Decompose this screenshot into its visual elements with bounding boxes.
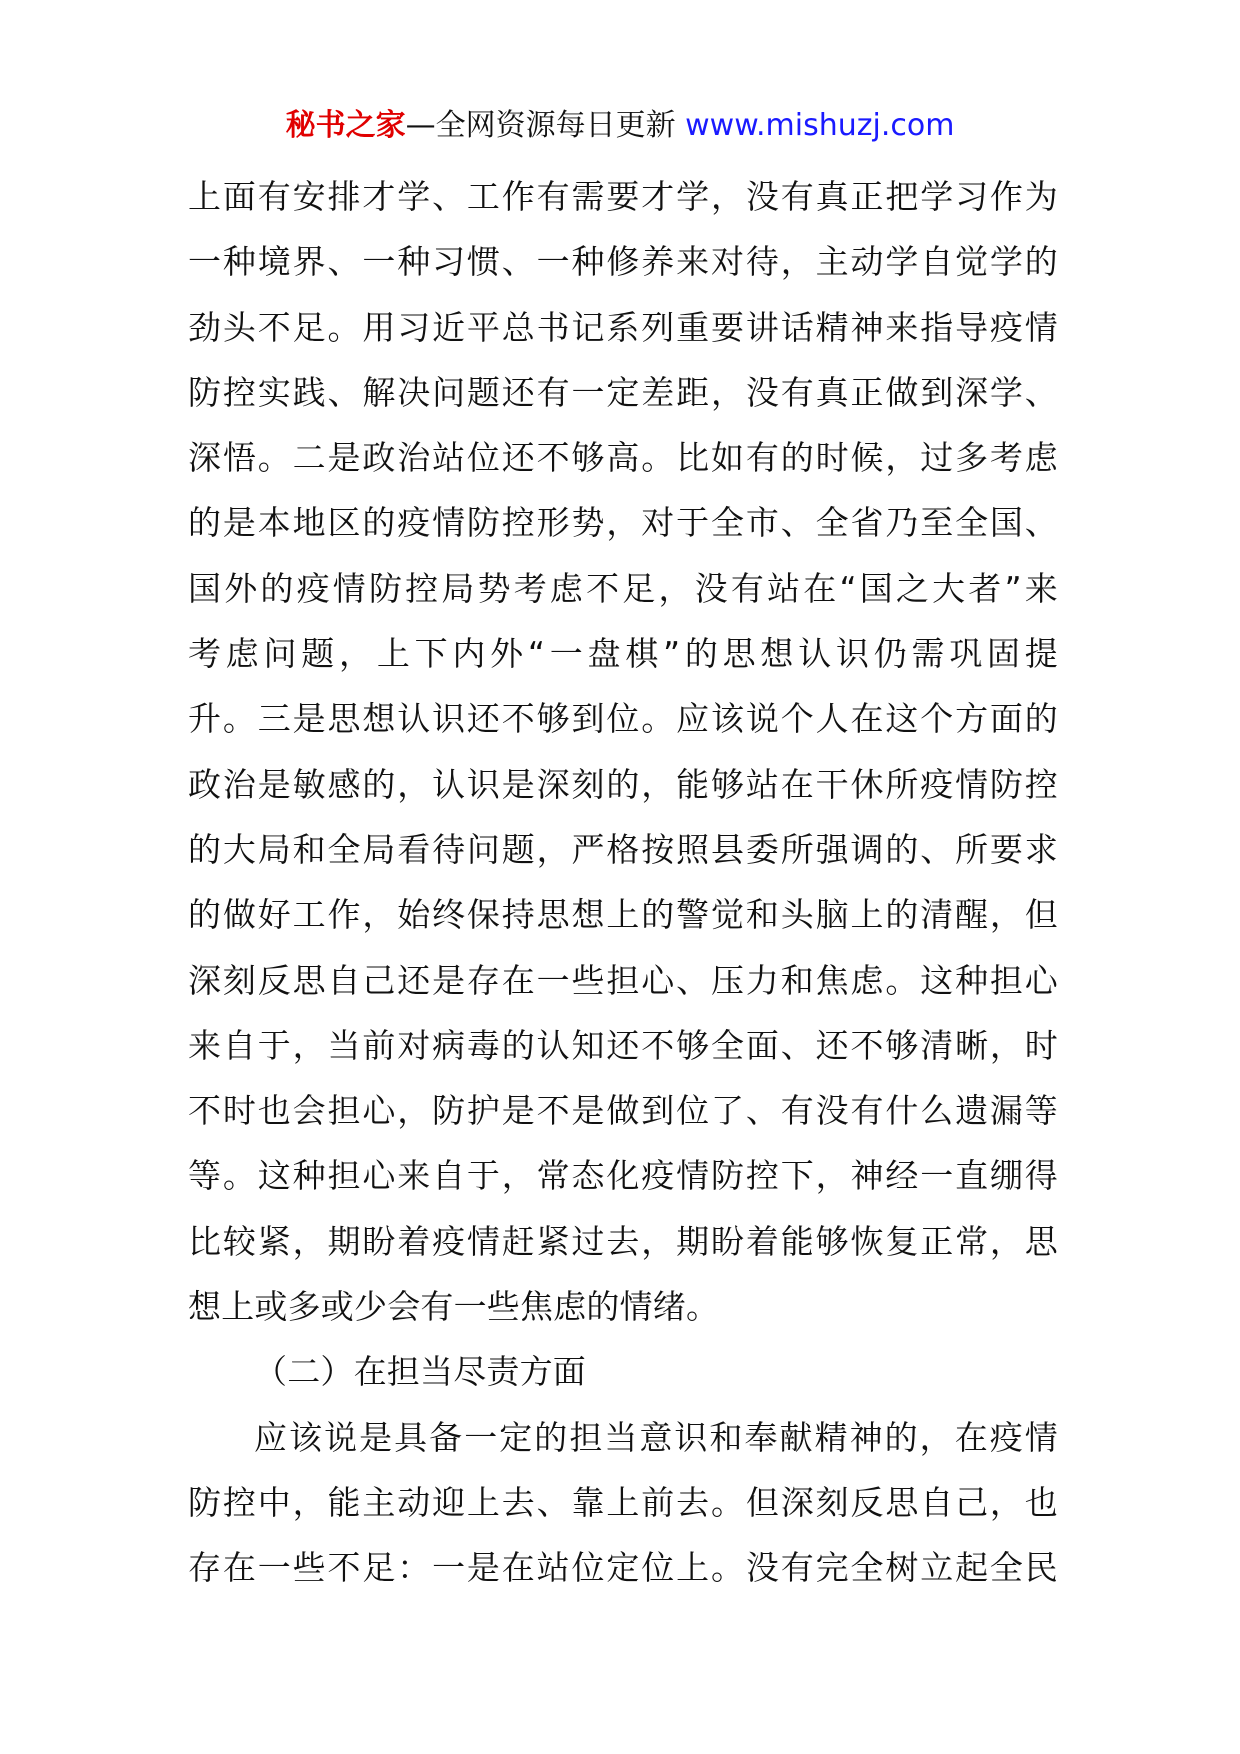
site-url-link[interactable]: www.mishuzj.com bbox=[685, 108, 955, 143]
text-line: 深悟。二是政治站位还不够高。比如有的时候，过多考虑 bbox=[188, 438, 1058, 478]
text-line-paragraph-start: 应该说是具备一定的担当意识和奉献精神的，在疫情 bbox=[254, 1417, 1058, 1457]
section-heading: （二）在担当尽责方面 bbox=[254, 1352, 586, 1392]
text-line: 等。这种担心来自于，常态化疫情防控下，神经一直绷得 bbox=[188, 1156, 1058, 1196]
text-line: 存在一些不足：一是在站位定位上。没有完全树立起全民 bbox=[188, 1548, 1058, 1588]
text-line: 的大局和全局看待问题，严格按照县委所强调的、所要求 bbox=[188, 829, 1058, 869]
text-line: 上面有安排才学、工作有需要才学，没有真正把学习作为 bbox=[188, 177, 1058, 216]
text-line: 防控中，能主动迎上去、靠上前去。但深刻反思自己，也 bbox=[188, 1482, 1058, 1522]
text-line: 不时也会担心，防护是不是做到位了、有没有什么遗漏等 bbox=[188, 1091, 1058, 1131]
text-line-paragraph-end: 想上或多或少会有一些焦虑的情绪。 bbox=[188, 1287, 720, 1327]
document-body bbox=[188, 164, 1058, 1601]
text-line: 升。三是思想认识还不够到位。应该说个人在这个方面的 bbox=[188, 699, 1058, 739]
text-line: 国外的疫情防控局势考虑不足，没有站在“国之大者”来 bbox=[188, 568, 1058, 608]
text-line: 的做好工作，始终保持思想上的警觉和头脑上的清醒，但 bbox=[188, 895, 1058, 935]
text-line: 防控实践、解决问题还有一定差距，没有真正做到深学、 bbox=[188, 372, 1058, 412]
brand-name: 秘书之家 bbox=[285, 108, 406, 143]
text-line: 考虑问题，上下内外“一盘棋”的思想认识仍需巩固提 bbox=[188, 634, 1058, 674]
text-line: 比较紧，期盼着疫情赶紧过去，期盼着能够恢复正常，思 bbox=[188, 1221, 1058, 1261]
text-line: 来自于，当前对病毒的认知还不够全面、还不够清晰，时 bbox=[188, 1025, 1058, 1065]
text-line: 深刻反思自己还是存在一些担心、压力和焦虑。这种担心 bbox=[188, 960, 1058, 1000]
text-line: 一种境界、一种习惯、一种修养来对待，主动学自觉学的 bbox=[188, 242, 1058, 282]
site-header bbox=[0, 104, 1240, 148]
text-line: 劲头不足。用习近平总书记系列重要讲话精神来指导疫情 bbox=[188, 307, 1058, 347]
header-tagline: —全网资源每日更新 bbox=[405, 108, 686, 143]
text-line: 政治是敏感的，认识是深刻的，能够站在干休所疫情防控 bbox=[188, 764, 1058, 804]
text-line: 的是本地区的疫情防控形势，对于全市、全省乃至全国、 bbox=[188, 503, 1058, 543]
